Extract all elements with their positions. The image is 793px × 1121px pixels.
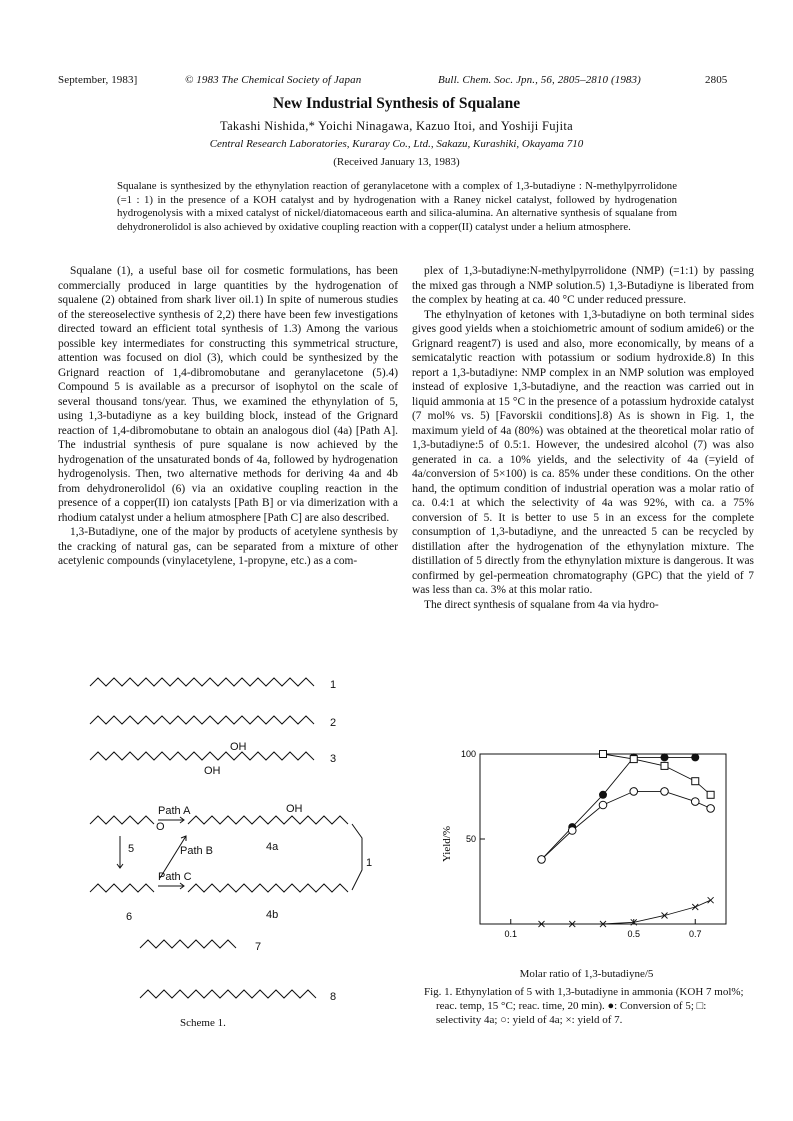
path-c-label: Path C [158,871,192,883]
y-tick-label: 50 [465,834,476,844]
compound-label-1: 1 [330,679,337,691]
compound-6-skeleton [90,884,154,892]
body-paragraph: plex of 1,3-butadiyne:N-methylpyrrolidone (NMP) (=1:1) by passing the mixed gas through a NMP solution.5) 1,3-Butadiyne is liberated from the complex by heating at ca. 40 °C under reduced pressure. [412,265,754,306]
oh-label: OH [230,741,247,753]
compound-4b-skeleton [188,884,348,892]
data-point-yield-7 [662,913,668,919]
compound-label-8: 8 [330,991,337,1003]
plot-frame [480,754,726,924]
body-paragraph: Squalane (1), a useful base oil for cosmetic formulations, has been commercially produced in large quantities by the hydrogenation of squalene (2) obtained from shark liver oil.1) In spite of numerous studies of the stereoselective synthesis of 2,2) there have been few investigations directed toward an efficient total synthesis of 1.3) Among the various possible key intermediates for constructing this symmetrical structure, attention was focused on diol (3), which could be synthesized by the Grignard reaction of 1,4-dibromobutane and geranylacetone (5).4) Compound 5 is available as a precursor of isophytol on the scale of several thousand tons/year. Thus, we examined the ethynylation of 5, using 1,3-butadiyne as a key building block, instead of the Grignard reaction of 1,4-dibromobutane to obtain an analogous diol (4a) [Path A]. The industrial synthesis of pure squalane is now achieved by the hydrogenation of the unsaturated bonds of 4a, followed by hydrogenation hydrogenolysis. Then, two alternative methods for deriving 4a and 4b from dehydronerolidol (6) via an oxidative coupling reaction in the presence of a copper(II) ion catalysts [Path B] or via dimerization with a rhodium catalyst under a helium atmosphere [Path C] are also described. [58,265,398,524]
compound-1-skeleton [90,678,314,686]
compound-label-6: 6 [126,911,133,923]
body-paragraph: The ethylnyation of ketones with 1,3-butadiyne on both terminal sides gives good yields when a stoichiometric amount of sodium amide6) or the Grignard reagent7) is used and also, more economically, by means of a semicatalytic reaction with potassium or sodium hydroxide.8) In this report a 1,3-butadiyne: NMP complex in an NMP solution was employed instead of explosive 1,3-butadiyne, and the reaction was carried out in liquid ammonia at 15 °C in the presence of a potassium hydroxide catalyst (7 mol% vs. 5) [Favorskii conditions].8) As is shown in Fig. 1, the maximum yield of 4a (80%) was obtained at the theoretical molar ratio of 1,3-butadiyne:5 of 0.5:1. However, the undesired alcohol (7) was also generated in ca. a 10% yields, and the selectivity of 4a (=yield of 4a/conversion of 5×100) is ca. 85% under these conditions. On the other hand, the optimum condition of industrial operation was a molar ratio of ca. 0.4:1 at which the selectivity of 4a was 92%, with ca. a 75% conversion of 5. It is better to use 5 in an excess for the complete consumption of 1,3-butadiyne, and the unreacted 5 can be recycled by distillation after the hydrogenation of the ethynylation mixture. The distillation of 5 directly from the ethynylation mixture is dangerous. It was confirmed by gel-permeation chromatography (GPC) that the yield of 7 was less than ca. 3% at this molar ratio. [412,308,754,596]
compound-label-4a: 4a [266,841,279,853]
header-date: September, 1983] [58,74,138,86]
data-point-conversion [691,753,699,761]
compound-5-skeleton [90,816,154,824]
compound-label-1-product: 1 [366,857,373,869]
compound-label-7: 7 [255,941,262,953]
x-axis-label: Molar ratio of 1,3-butadiyne/5 [519,968,654,980]
ketone-oxygen-label: O [156,821,165,833]
data-point-selectivity [661,762,668,769]
compound-label-5: 5 [128,843,135,855]
author-list: Takashi Nishida,* Yoichi Ninagawa, Kazuo Itoi, and Yoshiji Fujita [220,119,573,133]
compound-label-4b: 4b [266,909,279,921]
data-point-yield-4a [599,801,607,809]
right-column [412,264,754,612]
y-tick-label: 100 [460,749,476,759]
compound-2-skeleton [90,716,314,724]
abstract: Squalane is synthesized by the ethynylation reaction of geranylacetone with a complex of 1,3-butadiyne : N-methylpyrrolidone (=1 : 1) in the presence of a KOH catalyst and by hydrogenation with a Raney nickel catalyst, followed by hydrogenation hydrogenolysis with a mixed catalyst of nickel/diatomaceous earth and silica-alumina. An alternative synthesis of squalane from dehydronerolidol is also achieved by oxidative coupling reaction with a copper(II) catalyst under a helium atmosphere. [117,180,677,233]
compound-label-3: 3 [330,753,337,765]
data-point-yield-4a [707,805,715,813]
compound-4a-skeleton [188,816,348,824]
body-paragraph: The direct synthesis of squalane from 4a via hydro- [424,598,659,611]
scheme-1-diagram [80,658,380,1038]
path-a-label: Path A [158,805,191,817]
series-line [542,900,711,924]
paper-title: New Industrial Synthesis of Squalane [272,95,521,112]
received-date: (Received January 13, 1983) [333,156,460,168]
figure-caption-text: Ethynylation of 5 with 1,3-butadiyne in ammonia (KOH 7 mol%; reac. temp, 15 °C; reac. time, 20 min). ●: Conversion of 5; □: selectivity 4a; ○: yield of 4a; ×: yield of 7. [436,986,744,1026]
data-point-yield-4a [661,788,669,796]
series-line [542,757,696,859]
data-point-yield-4a [568,827,576,835]
data-point-yield-4a [630,788,638,796]
header-journal: Bull. Chem. Soc. Jpn., 56, 2805–2810 (1983) [438,74,641,86]
figure-1-caption-block [424,967,749,1027]
convergence-arrow [352,824,362,890]
x-tick-label: 0.7 [688,929,702,939]
compound-8-skeleton [140,990,316,998]
figure-1-chart [432,748,732,968]
left-column [58,264,398,569]
x-tick-label: 0.5 [627,929,641,939]
y-axis-label: Yield/% [441,825,453,863]
x-tick-label: 0.1 [504,929,518,939]
data-point-yield-7 [708,897,714,903]
data-point-selectivity [692,778,699,785]
data-point-conversion [599,791,607,799]
figure-label: Fig. 1. [424,986,453,998]
affiliation: Central Research Laboratories, Kuraray Co., Ltd., Sakazu, Kurashiki, Okayama 710 [209,138,584,150]
oh-label: OH [204,765,221,777]
data-point-conversion [661,753,669,761]
series-line [542,791,711,859]
header-copyright: © 1983 The Chemical Society of Japan [185,74,362,86]
compound-3-skeleton [90,752,314,760]
data-point-selectivity [630,756,637,763]
data-point-yield-7 [692,904,698,910]
data-point-yield-4a [691,798,699,806]
data-point-yield-4a [538,856,546,864]
oh-label: OH [286,803,303,815]
compound-7-skeleton [140,940,236,948]
data-point-selectivity [707,791,714,798]
compound-label-2: 2 [330,717,337,729]
body-paragraph: 1,3-Butadiyne, one of the major by products of acetylene synthesis by the cracking of natural gas, can be separated from a mixture of other acetylenic compounds (vinylacetylene, 1-propyne, etc.) as a com- [58,526,398,567]
data-point-selectivity [600,751,607,758]
path-b-label: Path B [180,845,214,857]
scheme-caption: Scheme 1. [180,1017,226,1029]
header-page-number: 2805 [705,74,728,86]
